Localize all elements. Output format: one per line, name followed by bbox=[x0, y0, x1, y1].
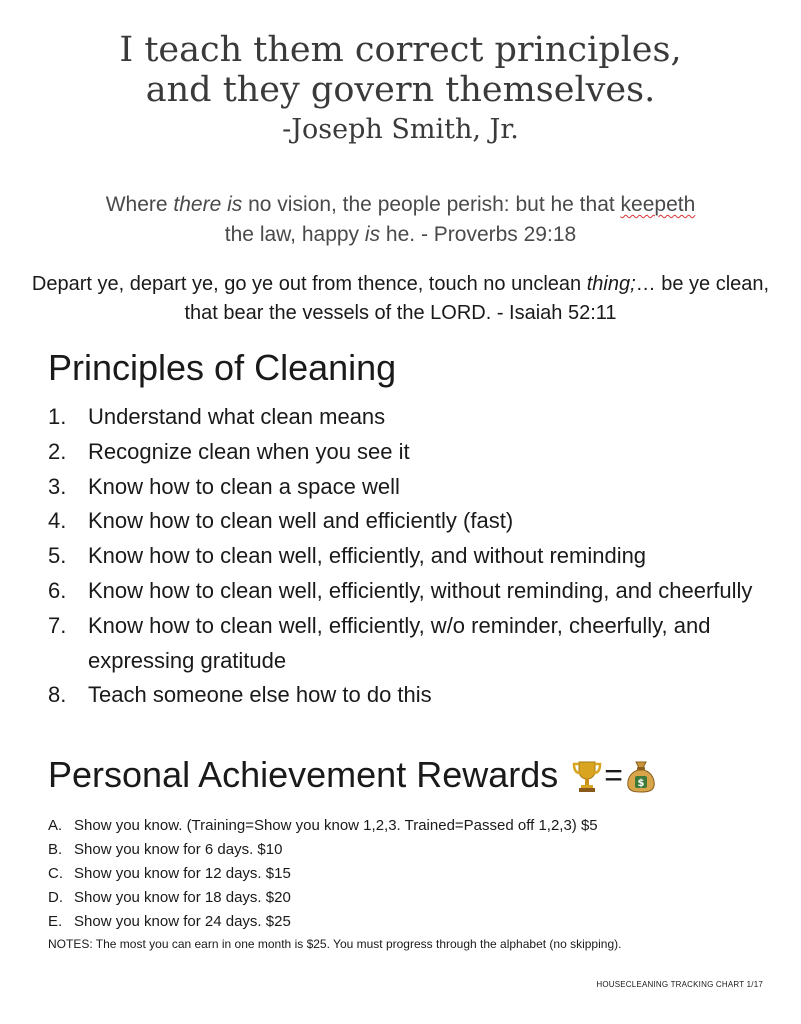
list-item bbox=[48, 400, 768, 435]
item-number: 5. bbox=[48, 543, 67, 569]
list-item bbox=[48, 574, 768, 609]
equals-sign: = bbox=[604, 757, 623, 793]
item-letter: E. bbox=[48, 913, 63, 930]
rewards-list bbox=[48, 814, 768, 934]
isaiah-text: … be ye clean, that bear the vessels of the LORD. - Isaiah 52:11 bbox=[184, 273, 770, 324]
isaiah-text: Depart ye, depart ye, go ye out from thence, touch no unclean bbox=[31, 273, 587, 295]
list-item bbox=[48, 886, 768, 910]
item-text: Understand what clean means bbox=[88, 404, 386, 429]
list-item bbox=[48, 504, 768, 539]
isaiah-quote bbox=[30, 270, 771, 328]
proverbs-italic: is bbox=[364, 223, 381, 246]
item-letter: C. bbox=[48, 865, 63, 882]
proverbs-text: he. - Proverbs 29:18 bbox=[380, 223, 577, 246]
item-letter: B. bbox=[48, 841, 63, 858]
misspelled-word: keepeth bbox=[620, 193, 696, 216]
item-number: 6. bbox=[48, 577, 67, 603]
main-quote bbox=[0, 30, 801, 148]
proverbs-text: no vision, the people perish: but he that bbox=[242, 193, 621, 216]
item-number: 7. bbox=[48, 612, 67, 638]
list-item bbox=[48, 470, 768, 505]
item-text: Show you know for 6 days. $10 bbox=[74, 841, 283, 858]
item-text: Know how to clean well, efficiently, w/o reminder, cheerfully, and expressing gratitude bbox=[88, 612, 711, 673]
item-text: Show you know for 12 days. $15 bbox=[74, 865, 291, 882]
item-number: 8. bbox=[48, 682, 67, 708]
proverbs-text: the law, happy bbox=[224, 223, 365, 246]
item-number: 3. bbox=[48, 473, 67, 499]
list-item bbox=[48, 862, 768, 886]
list-item bbox=[48, 814, 768, 838]
rewards-heading bbox=[48, 752, 657, 798]
item-letter: D. bbox=[48, 889, 63, 906]
item-text: Teach someone else how to do this bbox=[88, 682, 432, 708]
item-text: Know how to clean well, efficiently, without reminding, and cheerfully bbox=[88, 577, 753, 603]
principles-heading: Principles of Cleaning bbox=[48, 347, 397, 388]
item-text: Know how to clean well and efficiently (fast) bbox=[88, 508, 514, 534]
list-item bbox=[48, 910, 768, 934]
isaiah-italic: thing; bbox=[586, 273, 636, 295]
rewards-notes: NOTES: The most you can earn in one month is $25. You must progress through the alphabet (no skipping). bbox=[48, 937, 622, 951]
proverbs-italic: there is bbox=[173, 193, 243, 216]
item-text: Recognize clean when you see it bbox=[88, 438, 410, 464]
trophy-icon bbox=[572, 758, 602, 792]
item-text: Show you know for 18 days. $20 bbox=[74, 889, 291, 906]
quote-author: -Joseph Smith, Jr. bbox=[282, 114, 519, 145]
principles-list bbox=[48, 400, 768, 713]
quote-line-2: and they govern themselves. bbox=[145, 70, 656, 110]
rewards-heading-text: Personal Achievement Rewards bbox=[48, 754, 559, 795]
item-letter: A. bbox=[48, 817, 63, 834]
proverbs-text: Where bbox=[105, 193, 174, 216]
proverbs-quote bbox=[40, 190, 761, 250]
money-bag-icon bbox=[625, 758, 657, 792]
footer-label: HOUSECLEANING TRACKING CHART 1/17 bbox=[596, 980, 763, 989]
item-text: Know how to clean a space well bbox=[88, 473, 400, 499]
item-text: Show you know for 24 days. $25 bbox=[74, 913, 291, 930]
item-number: 2. bbox=[48, 438, 67, 464]
list-item bbox=[48, 678, 768, 713]
item-text: Show you know. (Training=Show you know 1,2,3. Trained=Passed off 1,2,3) $5 bbox=[74, 817, 598, 834]
svg-text:$: $ bbox=[637, 778, 645, 789]
list-item bbox=[48, 838, 768, 862]
list-item bbox=[48, 435, 768, 470]
quote-line-1: I teach them correct principles, bbox=[119, 30, 682, 70]
item-text: Know how to clean well, efficiently, and without reminding bbox=[88, 543, 647, 569]
list-item bbox=[48, 609, 768, 679]
item-number: 4. bbox=[48, 508, 67, 534]
list-item bbox=[48, 539, 768, 574]
item-number: 1. bbox=[48, 404, 67, 429]
